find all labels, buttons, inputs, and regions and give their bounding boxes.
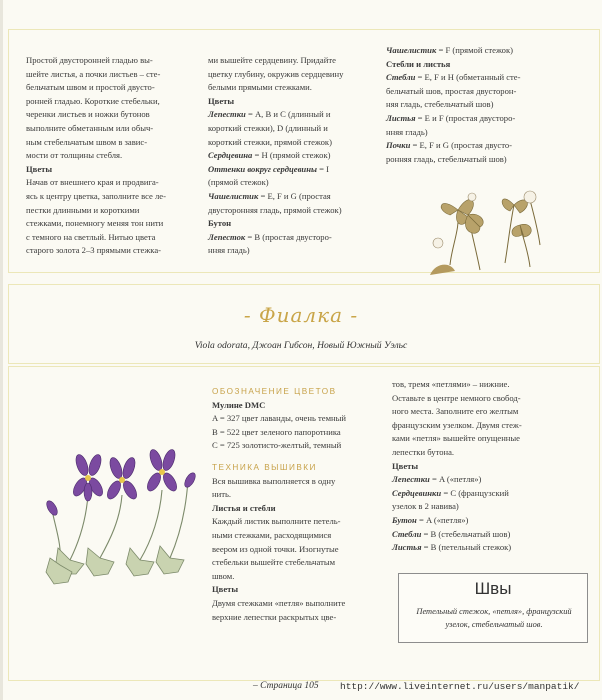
top-column-3: [386, 44, 566, 166]
legend-item: [386, 153, 566, 167]
text-line: выполните обметанным или обыч-: [26, 122, 154, 133]
text-line: Вся вышивка выполняется в одну: [212, 475, 336, 486]
text-line: с темного на светлый. Нитью цвета: [26, 231, 156, 242]
page-title: - Фиалка -: [243, 303, 359, 327]
text-line: старого золота 2–3 прямыми стежка-: [26, 245, 161, 256]
legend-item: [386, 85, 566, 99]
colors-heading: ОБОЗНАЧЕНИЕ ЦВЕТОВ: [212, 387, 337, 396]
legend-item-label: Стебли: [386, 72, 416, 83]
text-line: ясь к центру цветка, заполните все ле-: [26, 190, 166, 201]
flowers-heading: Цветы: [26, 163, 53, 174]
legend-item-label: Чашелистик: [208, 190, 259, 201]
stems-leaves-heading: Стебли и листья: [386, 58, 451, 69]
text-line: белыми прямыми стежками.: [208, 82, 312, 93]
legend-item: [208, 136, 384, 150]
legend-item-text: = H (прямой стежок): [252, 150, 331, 161]
legend-item: [208, 149, 384, 163]
page-number: – Страница 105: [253, 681, 319, 691]
legend-item-label: Стебли: [392, 528, 422, 539]
text-line: французским узелком. Двумя стеж-: [392, 419, 522, 430]
bottom-column-2: [392, 378, 570, 555]
legend-item: [392, 528, 570, 542]
flowers-heading-4: Цветы: [392, 460, 419, 471]
text-line: швом.: [212, 570, 235, 581]
text-line: Простой двусторонней гладью вы-: [26, 55, 153, 65]
legend-item: [386, 44, 566, 58]
legend-item: [392, 500, 570, 514]
color-line: B = 522 цвет зеленого папоротника: [212, 426, 341, 437]
seams-title: Швы: [474, 579, 512, 598]
top-column-1: [26, 54, 198, 258]
text-line: ронней гладью. Короткие стебельки,: [26, 95, 160, 106]
legend-item-label: Бутон: [392, 514, 417, 525]
text-line: шейте листья, а почки листьев – сте-: [26, 68, 161, 79]
legend-item: [208, 244, 384, 258]
legend-item-text: = F (прямой стежок): [436, 45, 514, 55]
color-line: A = 327 цвет лаванды, очень темный: [212, 413, 346, 424]
text-line: лепестки бутона.: [392, 446, 455, 457]
text-line: цветку глубину, окружив сердцевину: [208, 68, 344, 79]
legend-item-text: нняя гладь): [208, 245, 250, 256]
leaves-stems-heading: Листья и стебли: [212, 502, 276, 513]
text-line: пестки длинными и короткими: [26, 204, 140, 215]
legend-item-text: = A, B и C (длинный и: [245, 109, 331, 120]
text-line: стежками, понемногу меняя тон нити: [26, 218, 164, 229]
flowers-heading-3: Цветы: [212, 584, 239, 595]
seams-text: Петельный стежок, «петля», французский узелок, стебельчатый шов.: [416, 607, 572, 629]
legend-item: [208, 204, 384, 218]
legend-item-text: = E, F и G (простая: [258, 190, 331, 201]
text-line: ным стебельчатым швом в завис-: [26, 136, 148, 147]
legend-item-label: Лепестки: [392, 474, 430, 485]
legend-item: [386, 98, 566, 112]
top-column-2: [208, 54, 384, 258]
legend-item-text: = C (французский: [441, 487, 509, 498]
text-line: верхние лепестки раскрытых цве-: [212, 611, 337, 622]
text-line: Каждый листик выполните петель-: [212, 516, 341, 527]
text-line: ного места. Заполните его желтым: [392, 406, 519, 417]
legend-item-text: (прямой стежок): [208, 177, 269, 188]
legend-item-label: Чашелистик: [386, 45, 437, 55]
subtitle: Viola odorata, Джоан Гибсон, Новый Южный Уэльс: [194, 340, 408, 351]
legend-item-label: Сердцевина: [208, 150, 253, 161]
legend-item-label: Листья: [386, 112, 416, 123]
legend-item-text: няя гладь, стебельчатый шов): [386, 99, 494, 110]
color-line: C = 725 золотисто-желтый, темный: [212, 440, 342, 451]
text-line: черенки листьев и ножки бутонов: [26, 109, 150, 120]
text-line: ками «петля» вышейте опущенные: [392, 433, 520, 444]
legend-item-text: = A («петля»): [416, 514, 469, 525]
legend-item-text: = B (петельный стежок): [421, 542, 512, 553]
legend-item: [208, 122, 384, 136]
legend-item-label: Оттенки вокруг сердцевины: [208, 163, 317, 174]
text-line: стебельки вышейте стебельчатым: [212, 557, 336, 568]
legend-item-text: двусторонняя гладь, прямой стежок): [208, 204, 342, 215]
legend-item-text: = B (стебельчатый шов): [421, 528, 511, 539]
text-line: ными стежками, расходящимися: [212, 529, 332, 540]
legend-item: [386, 126, 566, 140]
legend-item-text: ронняя гладь, стебельчатый шов): [386, 153, 507, 164]
legend-item: [392, 473, 570, 487]
legend-item-text: = I: [316, 163, 329, 174]
legend-item-label: Лепестки: [208, 109, 246, 120]
legend-item: [208, 176, 384, 190]
violet-illustration: [40, 440, 200, 590]
legend-item: [386, 112, 566, 126]
text-line: ми вышейте сердцевину. Придайте: [208, 55, 336, 65]
legend-item: [208, 231, 384, 245]
source-url[interactable]: http://www.liveinternet.ru/users/manpatik/: [340, 681, 580, 692]
legend-item: [208, 163, 384, 177]
text-line: бельчатым швом и простой двусто-: [26, 82, 155, 93]
legend-item: [208, 190, 384, 204]
seams-box: [398, 573, 588, 643]
legend-item-text: = A («петля»): [429, 474, 482, 485]
dmc-heading: Мулине DMC: [212, 399, 266, 410]
legend-item: [386, 71, 566, 85]
legend-item-label: Почки: [386, 140, 411, 151]
legend-item: [392, 487, 570, 501]
legend-item-text: нняя гладь): [386, 126, 428, 137]
text-line: Двумя стежками «петля» выполните: [212, 597, 346, 608]
legend-item-text: бельчатый шов, простая двусторон-: [386, 85, 517, 96]
legend-item-text: = E, F и G (простая двусто-: [410, 140, 513, 151]
legend-item: [386, 139, 566, 153]
legend-item-text: = E, F и H (обметанный сте-: [415, 72, 521, 83]
legend-item-label: Листья: [392, 542, 422, 553]
legend-item-text: короткий стежки, прямой стежок): [208, 136, 332, 147]
text-line: мости от толщины стебля.: [26, 150, 123, 161]
flowers-heading-2: Цветы: [208, 95, 235, 106]
wood-sorrel-illustration: [410, 175, 560, 280]
legend-item-label: Сердцевинки: [392, 487, 442, 498]
text-line: тов, тремя «петлями» – нижние.: [392, 379, 510, 389]
text-line: Начав от внешнего края и продвига-: [26, 177, 159, 188]
bud-heading: Бутон: [208, 218, 232, 229]
text-line: веером из одной точки. Изогнутые: [212, 543, 339, 554]
legend-item: [208, 108, 384, 122]
legend-item: [392, 514, 570, 528]
legend-item: [392, 541, 570, 555]
legend-item-text: узелок в 2 навива): [392, 501, 459, 512]
legend-item-text: = B (простая двусторо-: [245, 231, 332, 242]
legend-item-text: короткий стежки), D (длинный и: [208, 122, 328, 133]
bottom-column-1: [212, 385, 384, 624]
text-line: Оставьте в центре немного свобод-: [392, 392, 521, 403]
text-line: нить.: [212, 489, 232, 500]
technique-heading: ТЕХНИКА ВЫШИВКИ: [212, 462, 317, 472]
legend-item-text: = E и F (простая двусторо-: [415, 112, 516, 123]
legend-item-label: Лепесток: [208, 231, 246, 242]
